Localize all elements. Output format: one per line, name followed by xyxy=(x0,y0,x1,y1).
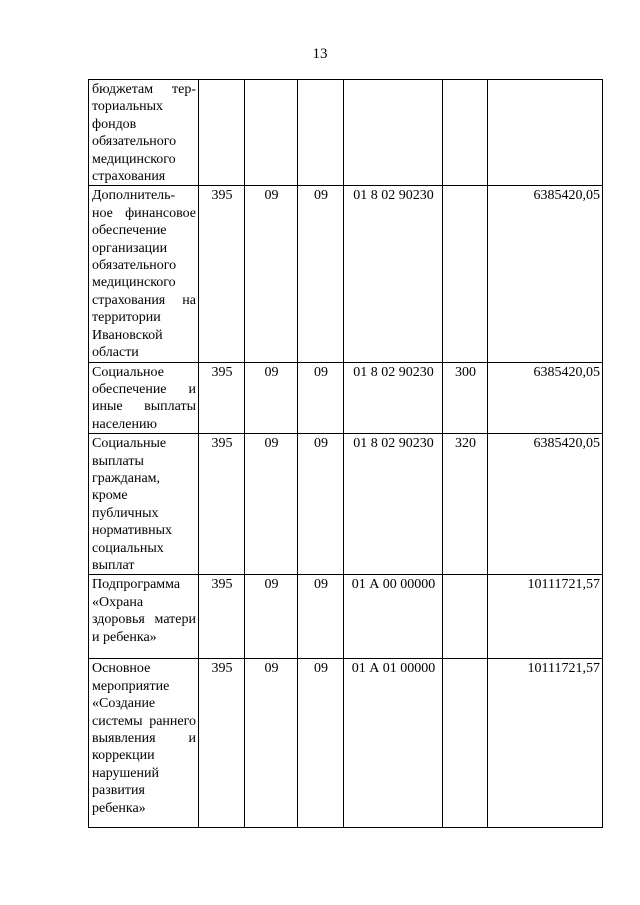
section-code-cell: 09 xyxy=(245,362,298,434)
expense-type-cell xyxy=(443,575,488,659)
ministry-code-cell xyxy=(199,80,245,186)
expense-type-cell xyxy=(443,80,488,186)
section-code-cell xyxy=(245,80,298,186)
subsection-code-cell: 09 xyxy=(298,575,344,659)
item-name-cell: Социальное обеспечение и иные выплаты населению xyxy=(89,362,199,434)
amount-cell: 6385420,05 xyxy=(488,434,603,575)
amount-cell: 6385420,05 xyxy=(488,186,603,362)
table-row xyxy=(89,186,603,362)
subsection-code-cell xyxy=(298,80,344,186)
amount-cell: 10111721,57 xyxy=(488,659,603,828)
subsection-code-cell: 09 xyxy=(298,434,344,575)
section-code-cell: 09 xyxy=(245,186,298,362)
subsection-code-cell: 09 xyxy=(298,659,344,828)
item-name-cell: Основное мероприятие «Создание системы раннего выявления и коррекции нарушений развития ребенка» xyxy=(89,659,199,828)
table-row xyxy=(89,575,603,659)
table-row xyxy=(89,80,603,186)
subsection-code-cell: 09 xyxy=(298,362,344,434)
table-row xyxy=(89,434,603,575)
expense-type-cell xyxy=(443,186,488,362)
target-article-cell xyxy=(344,80,443,186)
ministry-code-cell: 395 xyxy=(199,362,245,434)
table-row xyxy=(89,362,603,434)
item-name-cell: Подпрограмма «Охрана здоровья матери и ребенка» xyxy=(89,575,199,659)
section-code-cell: 09 xyxy=(245,575,298,659)
item-name-cell: бюджетам тер-ториальных фондов обязательного медицинского страхования xyxy=(89,80,199,186)
target-article-cell: 01 8 02 90230 xyxy=(344,362,443,434)
ministry-code-cell: 395 xyxy=(199,186,245,362)
target-article-cell: 01 8 02 90230 xyxy=(344,186,443,362)
amount-cell: 10111721,57 xyxy=(488,575,603,659)
amount-cell xyxy=(488,80,603,186)
budget-table xyxy=(88,79,603,828)
ministry-code-cell: 395 xyxy=(199,434,245,575)
item-name-cell: Социальные выплаты гражданам, кроме публичных нормативных социальных выплат xyxy=(89,434,199,575)
page-number: 13 xyxy=(312,46,328,62)
section-code-cell: 09 xyxy=(245,659,298,828)
amount-cell: 6385420,05 xyxy=(488,362,603,434)
target-article-cell: 01 8 02 90230 xyxy=(344,434,443,575)
expense-type-cell: 320 xyxy=(443,434,488,575)
ministry-code-cell: 395 xyxy=(199,575,245,659)
section-code-cell: 09 xyxy=(245,434,298,575)
subsection-code-cell: 09 xyxy=(298,186,344,362)
table-row xyxy=(89,659,603,828)
target-article-cell: 01 А 00 00000 xyxy=(344,575,443,659)
ministry-code-cell: 395 xyxy=(199,659,245,828)
expense-type-cell xyxy=(443,659,488,828)
item-name-cell: Дополнитель-ное финансовое обеспечение организации обязательного медицинского страхования на территории Ивановской области xyxy=(89,186,199,362)
expense-type-cell: 300 xyxy=(443,362,488,434)
target-article-cell: 01 А 01 00000 xyxy=(344,659,443,828)
